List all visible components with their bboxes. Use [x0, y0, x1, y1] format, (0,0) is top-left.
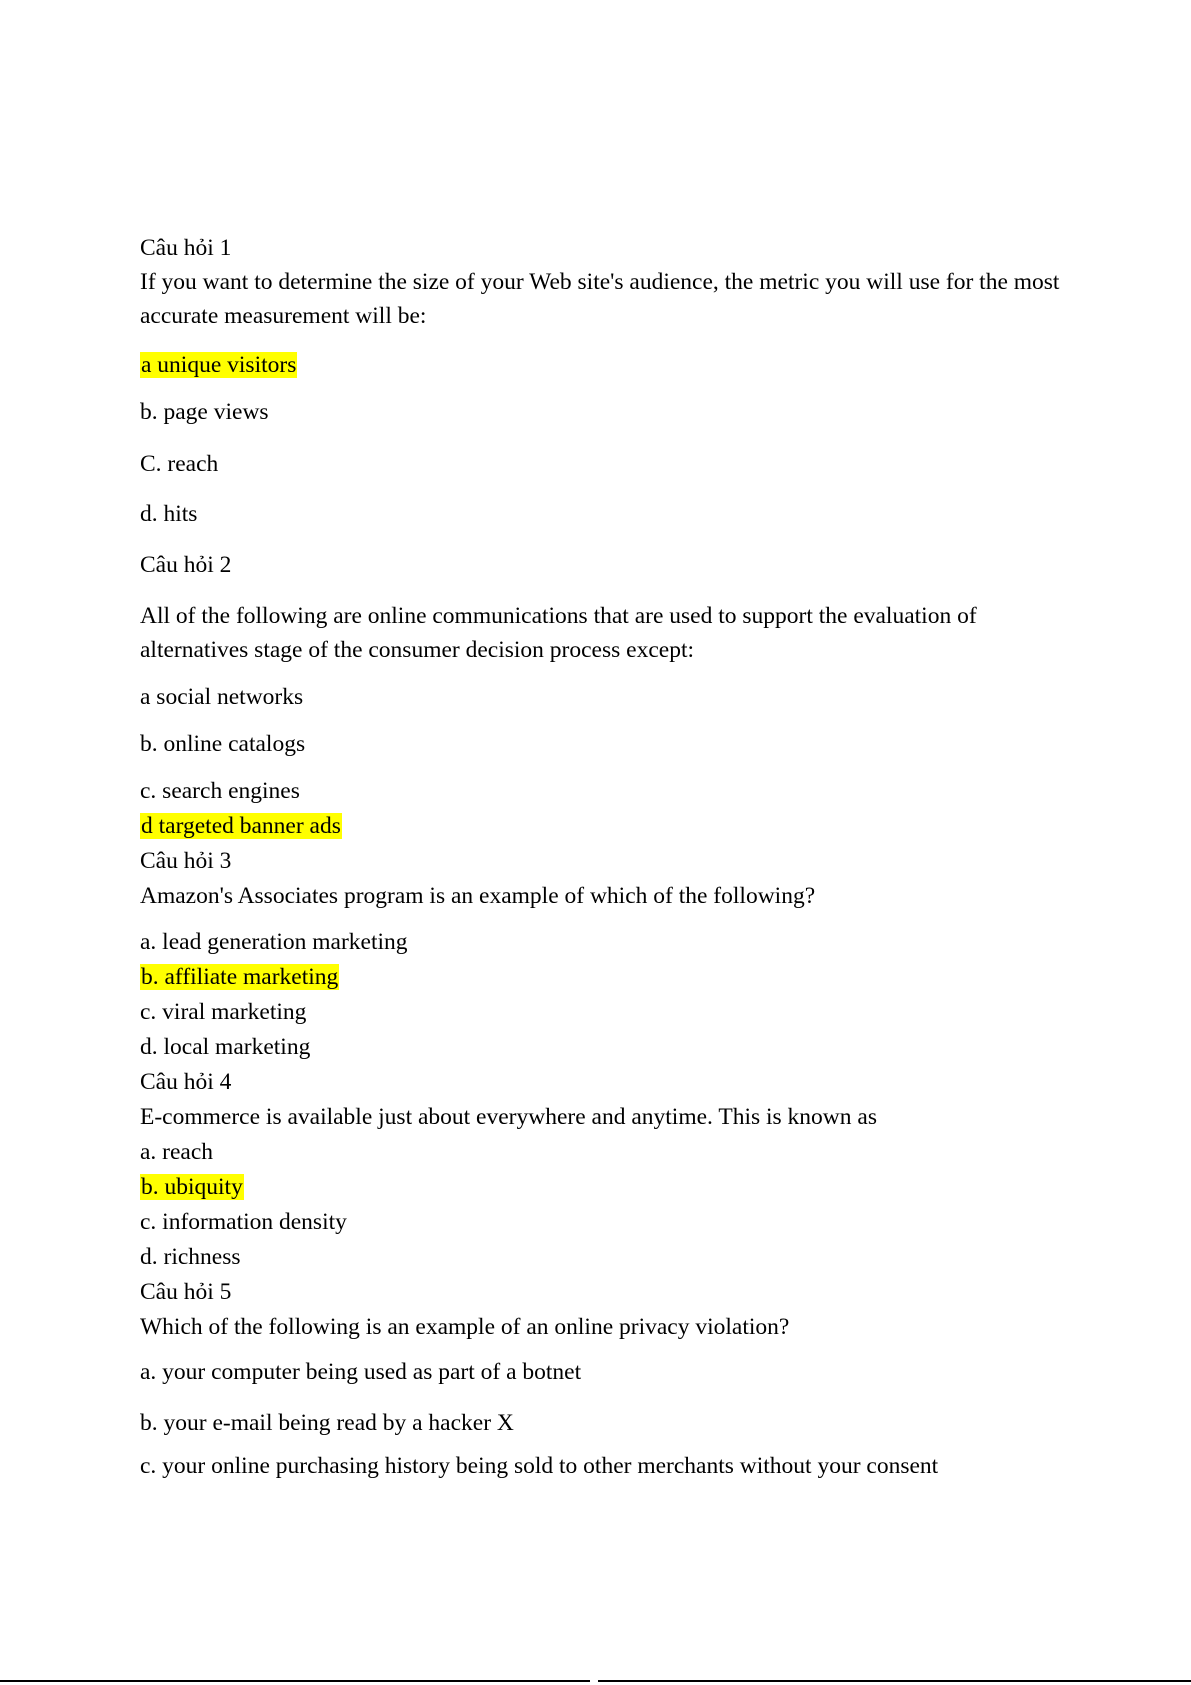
question-3-option-d: d. local marketing [140, 1034, 311, 1060]
question-1-option-c: C. reach [140, 451, 219, 477]
question-3-option-c: c. viral marketing [140, 999, 307, 1025]
question-2-text: All of the following are online communications that are used to support the evaluation of alternatives stage of the consumer decision process except: [140, 603, 977, 663]
question-1-heading: Câu hỏi 1 [140, 235, 232, 261]
question-2-option-c: c. search engines [140, 778, 300, 804]
page-bottom-rule-gap [590, 1680, 598, 1682]
question-4-text: E-commerce is available just about everywhere and anytime. This is known as [140, 1104, 877, 1130]
highlighted-answer: d targeted banner ads [141, 813, 341, 839]
question-1-text: If you want to determine the size of your Web site's audience, the metric you will use for the most accurate measurement will be: [140, 269, 1060, 329]
question-4-option-a: a. reach [140, 1139, 214, 1165]
question-1-option-a [140, 349, 297, 381]
question-5-option-b: b. your e-mail being read by a hacker X [140, 1410, 514, 1436]
question-5-heading: Câu hỏi 5 [140, 1279, 232, 1305]
question-2-heading: Câu hỏi 2 [140, 552, 232, 578]
question-5-option-c: c. your online purchasing history being sold to other merchants without your consent [140, 1453, 939, 1479]
highlighted-answer: a unique visitors [141, 352, 297, 378]
question-3-option-a: a. lead generation marketing [140, 929, 408, 955]
question-1-option-d: d. hits [140, 501, 198, 527]
question-4-option-d: d. richness [140, 1244, 241, 1270]
highlighted-answer: b. affiliate marketing [141, 964, 339, 990]
question-2-option-b: b. online catalogs [140, 731, 306, 757]
question-5-option-a: a. your computer being used as part of a botnet [140, 1359, 582, 1385]
question-1-option-b: b. page views [140, 399, 269, 425]
question-3-option-b [140, 961, 339, 993]
question-2-option-a: a social networks [140, 684, 304, 710]
question-3-text: Amazon's Associates program is an example of which of the following? [140, 883, 816, 909]
question-4-option-c: c. information density [140, 1209, 347, 1235]
question-2-option-d [140, 810, 342, 842]
highlighted-answer: b. ubiquity [141, 1174, 243, 1200]
question-3-heading: Câu hỏi 3 [140, 848, 232, 874]
question-4-option-b [140, 1171, 244, 1203]
question-4-heading: Câu hỏi 4 [140, 1069, 232, 1095]
question-5-text: Which of the following is an example of an online privacy violation? [140, 1314, 790, 1340]
